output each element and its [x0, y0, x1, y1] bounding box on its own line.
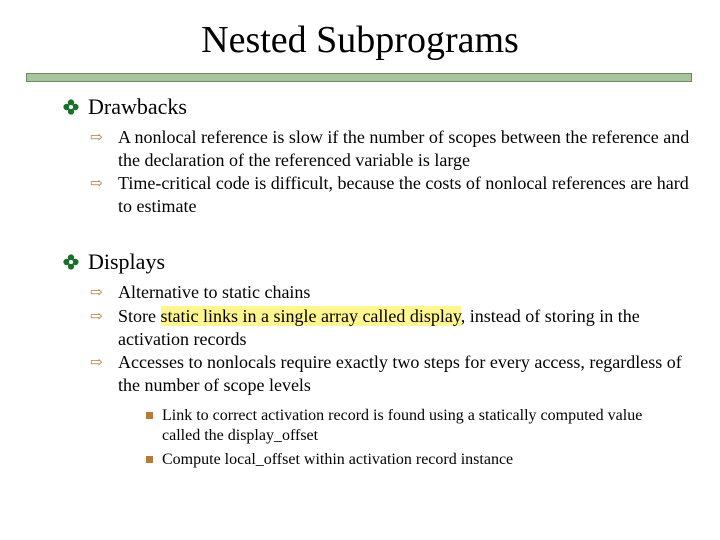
section-drawbacks — [64, 94, 698, 218]
list-item — [90, 305, 698, 351]
list-item — [90, 351, 698, 397]
list-item — [90, 281, 698, 305]
sub-list-item — [146, 450, 698, 470]
sub-list-item-text: Compute local_offset within activation record instance — [162, 451, 514, 468]
bullet-list — [64, 126, 698, 218]
list-item-text — [118, 305, 698, 351]
arrow-bullet-icon: ⇨ — [90, 130, 103, 146]
section-heading-label: Displays — [88, 249, 165, 274]
diamond-bullet-icon — [60, 254, 82, 270]
arrow-bullet-icon: ⇨ — [90, 176, 103, 192]
list-item-text: A nonlocal reference is slow if the number of scopes between the reference and the declaration of the referenced variable is large — [118, 127, 690, 170]
section-heading — [60, 94, 698, 120]
arrow-bullet-icon: ⇨ — [90, 355, 103, 371]
list-item-text: Accesses to nonlocals require exactly two steps for every access, regardless of the number of scope levels — [118, 352, 682, 395]
diamond-bullet-icon — [60, 99, 82, 115]
section-displays — [64, 249, 698, 470]
list-item-text: Alternative to static chains — [118, 282, 311, 302]
square-bullet-icon — [146, 406, 162, 446]
title-divider — [26, 73, 692, 82]
slide-title: Nested Subprograms — [201, 19, 519, 61]
text-before-highlight: Store — [118, 306, 161, 326]
arrow-bullet-icon: ⇨ — [90, 285, 103, 301]
list-item-text: Time-critical code is difficult, because the costs of nonlocal references are hard to estimate — [118, 173, 689, 216]
list-item — [90, 172, 698, 218]
section-heading-label: Drawbacks — [88, 94, 187, 119]
highlighted-text: static links in a single array called display — [160, 306, 461, 326]
text-after-highlight: , instead of storing in the activation records — [118, 306, 640, 349]
square-bullet-icon — [146, 450, 162, 470]
sub-list-item — [146, 406, 698, 446]
bullet-list — [64, 281, 698, 470]
section-heading — [60, 249, 698, 275]
list-item — [90, 126, 698, 172]
sub-list-item-text: Link to correct activation record is found using a statically computed value called the display_offset — [162, 407, 643, 444]
arrow-bullet-icon: ⇨ — [90, 309, 103, 325]
